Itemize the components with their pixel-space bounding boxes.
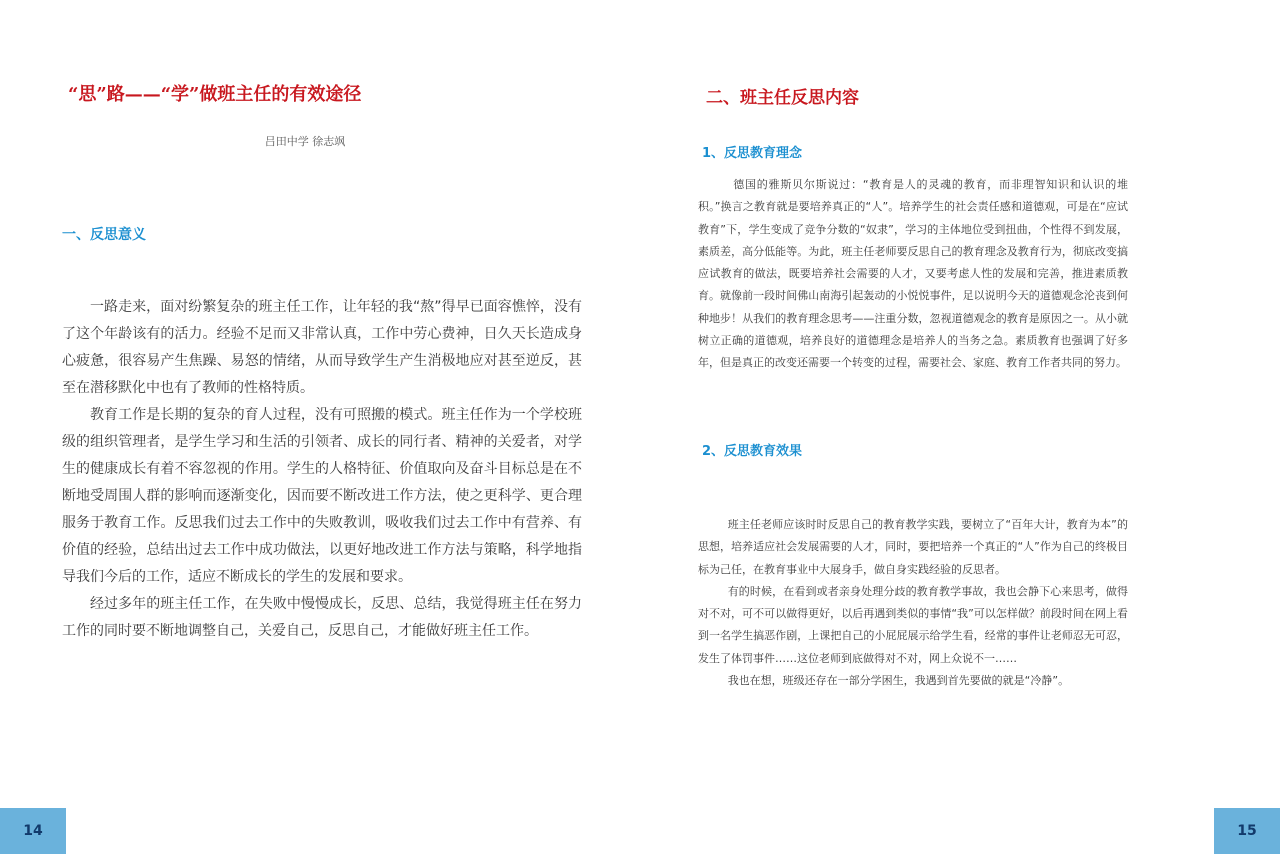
paragraph: 德国的雅斯贝尔斯说过：“教育是人的灵魂的教育，而非理智知识和认识的堆积。”换言之教育就是要培养真正的“人”。培养学生的社会责任感和道德观，可是在“应试教育”下，学生变成了竞争分数的“奴隶”，学习的主体地位受到扭曲，个性得不到发展，素质差，高分低能等。为此，班主任老师要反思自己的教育理念及教育行为，彻底改变搞应试教育的做法，既要培养社会需要的人才，又要考虑人性的发展和完善，推进素质教育。就像前一段时间佛山南海引起轰动的小悦悦事件，足以说明今天的道德观念沦丧到何种地步！从我们的教育理念思考——注重分数，忽视道德观念的教育是原因之一。从小就树立正确的道德观，培养良好的道德理念是培养人的当务之急。素质教育也强调了好多年，但是真正的改变还需要一个转变的过程，需要社会、家庭、教育工作者共同的努力。 [698,178,1128,370]
concept-body-text [698,174,1128,375]
paragraph: 有的时候，在看到或者亲身处理分歧的教育教学事故，我也会静下心来思考，做得对不对，可不可以做得更好，以后再遇到类似的事情“我”可以怎样做？前段时间在网上看到一名学生搞恶作剧，上课把自己的小屁屁展示给学生看，经常的事件让老师忍无可忍，发生了体罚事件……这位老师到底做得对不对，网上众说不一…… [698,584,1128,665]
paragraph: 我也在想，班级还存在一部分学困生，我遇到首先要做的就是“冷静”。 [727,674,1070,688]
section-title-reflection-content: 二、班主任反思内容 [706,88,859,108]
left-body-text [62,294,582,645]
section-heading-significance: 一、反思意义 [62,227,146,243]
page-number-tab-right: 15 [1214,808,1280,854]
paragraph: 一路走来，面对纷繁复杂的班主任工作，让年轻的我“熬”得早已面容憔悴，没有了这个年龄该有的活力。经验不足而又非常认真，工作中劳心费神，日久天长造成身心疲惫，很容易产生焦躁、易怒的情绪，从而导致学生产生消极地应对甚至逆反，甚至在潜移默化中也有了教师的性格特质。 [62,299,582,396]
effect-body-text [698,514,1128,692]
page-number-tab-left: 14 [0,808,66,854]
article-title: “思”路——“学”做班主任的有效途径 [68,84,362,105]
subheading-education-effect: 2、反思教育效果 [702,444,803,459]
subheading-education-concept: 1、反思教育理念 [702,146,803,161]
author-line: 吕田中学 徐志飒 [264,135,346,148]
right-page [640,0,1280,854]
paragraph: 班主任老师应该时时反思自己的教育教学实践，要树立了“百年大计，教育为本”的思想，培养适应社会发展需要的人才，同时，要把培养一个真正的“人”作为自己的终极目标为己任，在教育事业中大展身手，做自身实践经验的反思者。 [698,518,1128,576]
paragraph: 教育工作是长期的复杂的育人过程，没有可照搬的模式。班主任作为一个学校班级的组织管理者，是学生学习和生活的引领者、成长的同行者、精神的关爱者，对学生的健康成长有着不容忽视的作用。学生的人格特征、价值取向及奋斗目标总是在不断地受周围人群的影响而逐渐变化，因而要不断改进工作方法，使之更科学、更合理服务于教育工作。反思我们过去工作中的失败教训，吸收我们过去工作中有营养、有价值的经验，总结出过去工作中成功做法，以更好地改进工作方法与策略，科学地指导我们今后的工作，适应不断成长的学生的发展和要求。 [62,407,582,585]
paragraph: 经过多年的班主任工作，在失败中慢慢成长，反思、总结，我觉得班主任在努力工作的同时要不断地调整自己，关爱自己，反思自己，才能做好班主任工作。 [62,596,582,639]
